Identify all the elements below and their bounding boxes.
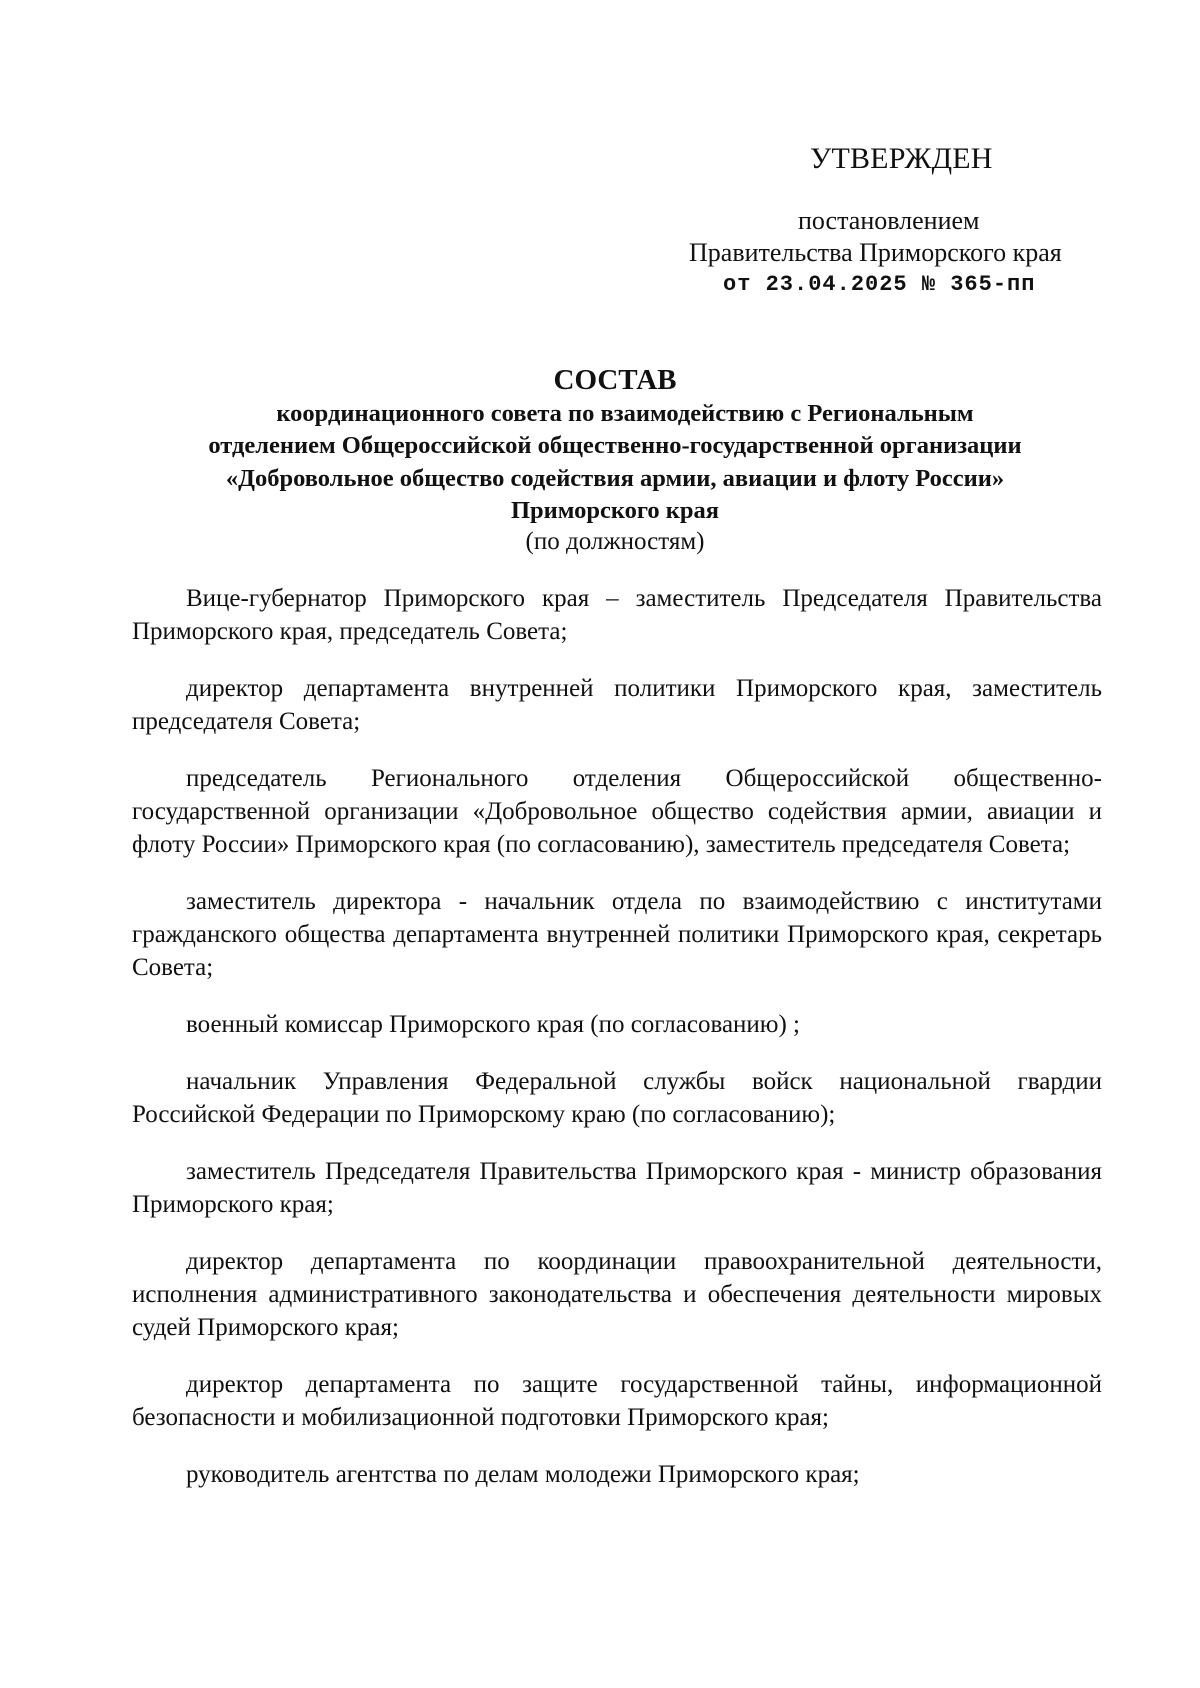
document-heading-line-4: Приморского края: [510, 497, 720, 524]
member-item: заместитель Председателя Правительства Приморского края - министр образования Приморского края;: [132, 1158, 1102, 1218]
member-item: директор департамента по координации правоохранительной деятельности, исполнения административного законодательства и обеспечения деятельности мировых судей Приморского края;: [132, 1248, 1102, 1341]
member-item: заместитель директора - начальник отдела по взаимодействию с институтами гражданского общества департамента внутренней политики Приморского края, секретарь Совета;: [132, 888, 1102, 981]
document-subtitle: (по должностям): [525, 528, 705, 555]
member-item: директор департамента внутренней политики Приморского края, заместитель председателя Совета;: [132, 675, 1102, 735]
member-item: военный комиссар Приморского края (по согласованию) ;: [186, 1011, 800, 1038]
document-heading-line-3: «Добровольное общество содействия армии, авиации и флоту России»: [225, 465, 1005, 492]
document-heading-line-1: координационного совета по взаимодействию с Региональным: [276, 400, 974, 427]
approval-line-resolution: постановлением: [798, 206, 980, 235]
member-item: директор департамента по защите государственной тайны, информационной безопасности и мобилизационной подготовки Приморского края;: [132, 1371, 1102, 1431]
member-item: руководитель агентства по делам молодежи Приморского края;: [186, 1461, 860, 1488]
document-heading-line-2: отделением Общероссийской общественно-государственной организации: [208, 432, 1022, 459]
member-item: председатель Регионального отделения Общероссийской общественно-государственной организации «Добровольное общество содействия армии, авиации и флоту России» Приморского края (по согласованию), заместитель председателя Совета;: [132, 765, 1102, 858]
approval-title: УТВЕРЖДЕН: [810, 142, 993, 175]
document-title: СОСТАВ: [553, 364, 677, 396]
member-item: начальник Управления Федеральной службы войск национальной гвардии Российской Федерации по Приморскому краю (по согласованию);: [132, 1068, 1102, 1128]
member-item: Вице-губернатор Приморского края – заместитель Председателя Правительства Приморского края, председатель Совета;: [132, 585, 1102, 645]
members-list: [132, 582, 1102, 1515]
approval-line-government: Правительства Приморского края: [689, 238, 1062, 267]
approval-date-number: от 23.04.2025 № 365-пп: [723, 272, 1036, 297]
